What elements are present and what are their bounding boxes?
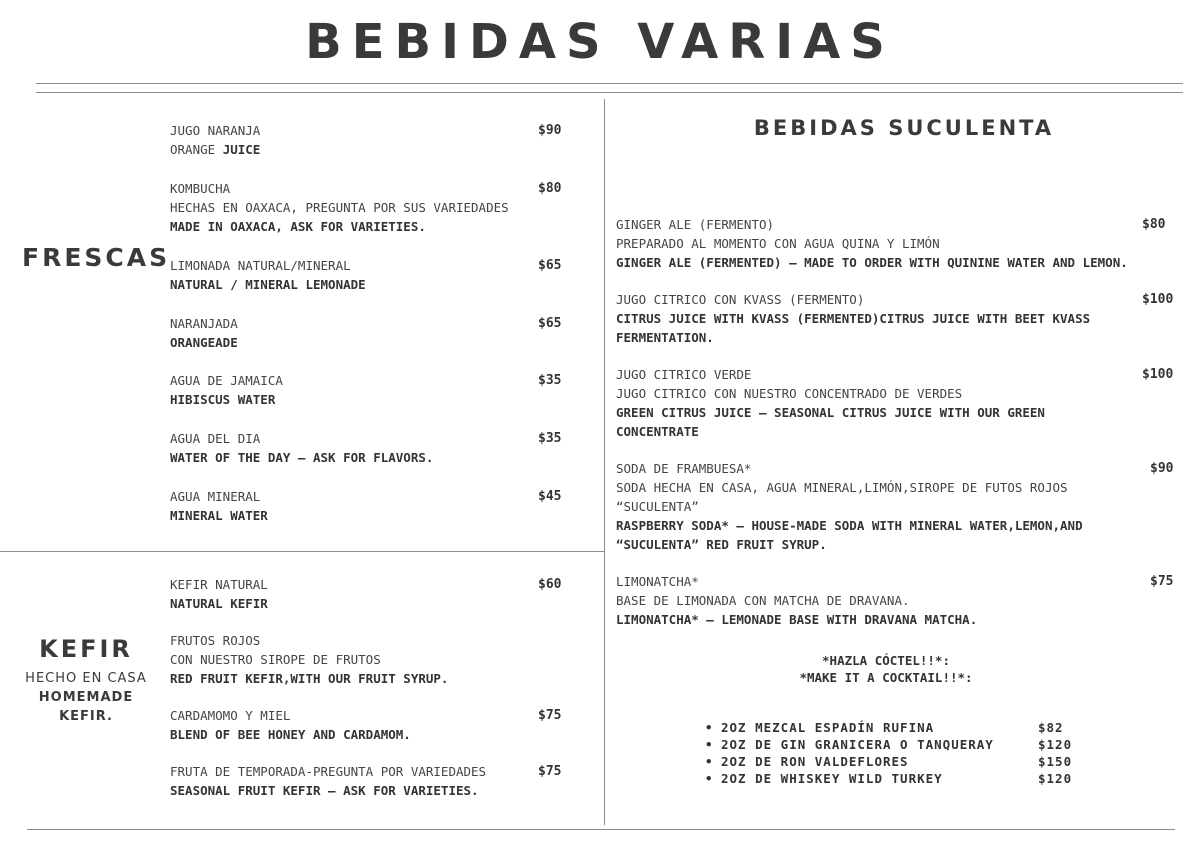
- cocktail-item: [705, 736, 1085, 753]
- suculenta-section-title: BEBIDAS SUCULENTA: [753, 116, 1055, 140]
- item-name: GINGER ALE (FERMENTO): [616, 217, 775, 232]
- menu-item-kefir-natural: [170, 575, 268, 613]
- kefir-subtitle-en: HOMEMADE KEFIR.: [38, 690, 134, 724]
- kefir-title: KEFIR: [39, 635, 133, 663]
- item-description-en: RED FRUIT KEFIR,WITH OUR FRUIT SYRUP.: [170, 671, 449, 686]
- item-price: $90: [538, 123, 562, 138]
- bullet-icon: •: [705, 737, 714, 752]
- item-description-es: HECHAS EN OAXACA, PREGUNTA POR SUS VARIEDADES: [170, 200, 509, 215]
- item-description-en: SEASONAL FRUIT KEFIR – ASK FOR VARIETIES.: [170, 783, 479, 798]
- cocktail-name: 2OZ DE GIN GRANICERA O TANQUERAY: [721, 737, 994, 752]
- item-description-es: JUGO CITRICO CON NUESTRO CONCENTRADO DE VERDES: [616, 386, 963, 401]
- bottom-divider: [27, 829, 1175, 830]
- menu-item-cardamomo: [170, 706, 411, 744]
- item-description-en-2: FERMENTATION.: [616, 330, 714, 345]
- item-price: $35: [538, 431, 562, 446]
- item-description-en: NATURAL KEFIR: [170, 596, 268, 611]
- item-description-en: HIBISCUS WATER: [170, 392, 276, 407]
- item-description-en: WATER OF THE DAY – ASK FOR FLAVORS.: [170, 450, 434, 465]
- menu-item-kombucha: [170, 179, 509, 236]
- item-price: $45: [538, 489, 562, 504]
- menu-item-ginger-ale: [616, 215, 1128, 272]
- menu-item-citrico-verde: [616, 365, 1045, 441]
- item-name: JUGO CITRICO CON KVASS (FERMENTO): [616, 292, 865, 307]
- item-name: AGUA DEL DIA: [170, 431, 261, 446]
- item-price: $100: [1142, 367, 1174, 382]
- item-description-es: PREPARADO AL MOMENTO CON AGUA QUINA Y LIMÓN: [616, 236, 940, 251]
- item-price: $80: [538, 181, 562, 196]
- cocktail-heading-en: *MAKE IT A COCKTAIL!!*:: [799, 670, 973, 685]
- kefir-section-label: [14, 635, 158, 726]
- item-description-en: LIMONATCHA* – LEMONADE BASE WITH DRAVANA MATCHA.: [616, 612, 978, 627]
- cocktail-item: [705, 770, 1085, 787]
- item-name: KOMBUCHA: [170, 181, 231, 196]
- item-name: AGUA MINERAL: [170, 489, 261, 504]
- menu-item-limonatcha: [616, 572, 977, 629]
- item-name: JUGO CITRICO VERDE: [616, 367, 752, 382]
- cocktail-price: $120: [1038, 737, 1073, 752]
- item-price: $80: [1142, 217, 1166, 232]
- item-description: ORANGE JUICE: [170, 142, 261, 157]
- item-description-en: BLEND OF BEE HONEY AND CARDAMOM.: [170, 727, 411, 742]
- item-name: LIMONATCHA*: [616, 574, 699, 589]
- menu-item-limonada: [170, 256, 366, 294]
- bullet-icon: •: [705, 771, 714, 786]
- cocktail-name: 2OZ DE WHISKEY WILD TURKEY: [721, 771, 943, 786]
- cocktail-list: [705, 719, 1085, 787]
- item-price: $65: [538, 258, 562, 273]
- menu-item-agua-del-dia: [170, 429, 433, 467]
- item-description-es: BASE DE LIMONADA CON MATCHA DE DRAVANA.: [616, 593, 910, 608]
- item-description-en-1: CITRUS JUICE WITH KVASS (FERMENTED)CITRUS JUICE WITH BEET KVASS: [616, 311, 1091, 326]
- item-description-en-2: CONCENTRATE: [616, 424, 699, 439]
- item-price: $60: [538, 577, 562, 592]
- item-description-en-1: GREEN CITRUS JUICE – SEASONAL CITRUS JUICE WITH OUR GREEN: [616, 405, 1045, 420]
- cocktail-heading-es: *HAZLA CÓCTEL!!*:: [822, 653, 950, 668]
- item-name: NARANJADA: [170, 316, 238, 331]
- cocktail-item: [705, 753, 1085, 770]
- item-name: FRUTOS ROJOS: [170, 633, 261, 648]
- item-description-es-2: “SUCULENTA”: [616, 499, 699, 514]
- item-description-en: MADE IN OAXACA, ASK FOR VARIETIES.: [170, 219, 426, 234]
- menu-item-agua-jamaica: [170, 371, 283, 409]
- menu-item-naranjada: [170, 314, 238, 352]
- kefir-subtitle-es: HECHO EN CASA: [25, 671, 147, 686]
- cocktail-item: [705, 719, 1085, 736]
- item-price: $75: [1150, 574, 1174, 589]
- cocktail-name: 2OZ MEZCAL ESPADÍN RUFINA: [721, 720, 935, 735]
- item-description-en-1: RASPBERRY SODA* – HOUSE-MADE SODA WITH MINERAL WATER,LEMON,AND: [616, 518, 1083, 533]
- menu-item-frutos-rojos: [170, 631, 448, 688]
- bullet-icon: •: [705, 754, 714, 769]
- item-description-en-2: “SUCULENTA” RED FRUIT SYRUP.: [616, 537, 827, 552]
- frescas-section-label: FRESCAS: [22, 243, 171, 272]
- cocktail-price: $150: [1038, 754, 1073, 769]
- item-description-en: GINGER ALE (FERMENTED) – MADE TO ORDER WITH QUININE WATER AND LEMON.: [616, 255, 1128, 270]
- menu-item-jugo-naranja: [170, 121, 260, 159]
- item-price: $35: [538, 373, 562, 388]
- cocktail-price: $120: [1038, 771, 1073, 786]
- item-name: LIMONADA NATURAL/MINERAL: [170, 258, 351, 273]
- item-name: SODA DE FRAMBUESA*: [616, 461, 752, 476]
- item-price: $100: [1142, 292, 1174, 307]
- title-divider-top: [36, 83, 1183, 84]
- cocktail-name: 2OZ DE RON VALDEFLORES: [721, 754, 909, 769]
- item-price: $75: [538, 708, 562, 723]
- section-divider: [0, 551, 604, 552]
- item-name: AGUA DE JAMAICA: [170, 373, 283, 388]
- title-divider-bottom: [36, 92, 1183, 93]
- item-description-es: CON NUESTRO SIROPE DE FRUTOS: [170, 652, 381, 667]
- item-description-es-1: SODA HECHA EN CASA, AGUA MINERAL,LIMÓN,SIROPE DE FUTOS ROJOS: [616, 480, 1068, 495]
- cocktail-price: $82: [1038, 720, 1064, 735]
- item-description-en: MINERAL WATER: [170, 508, 268, 523]
- item-name: JUGO NARANJA: [170, 123, 261, 138]
- menu-item-soda-frambuesa: [616, 459, 1083, 554]
- menu-item-kvass: [616, 290, 1090, 347]
- item-name: FRUTA DE TEMPORADA-PREGUNTA POR VARIEDADES: [170, 764, 487, 779]
- item-description-en: ORANGEADE: [170, 335, 238, 350]
- menu-item-agua-mineral: [170, 487, 268, 525]
- item-name: CARDAMOMO Y MIEL: [170, 708, 291, 723]
- item-name: KEFIR NATURAL: [170, 577, 268, 592]
- item-price: $75: [538, 764, 562, 779]
- item-price: $65: [538, 316, 562, 331]
- bullet-icon: •: [705, 720, 714, 735]
- column-divider: [604, 99, 605, 825]
- menu-item-fruta-temporada: [170, 762, 486, 800]
- item-price: $90: [1150, 461, 1174, 476]
- page-title: BEBIDAS VARIAS: [305, 14, 895, 70]
- item-description-en: NATURAL / MINERAL LEMONADE: [170, 277, 366, 292]
